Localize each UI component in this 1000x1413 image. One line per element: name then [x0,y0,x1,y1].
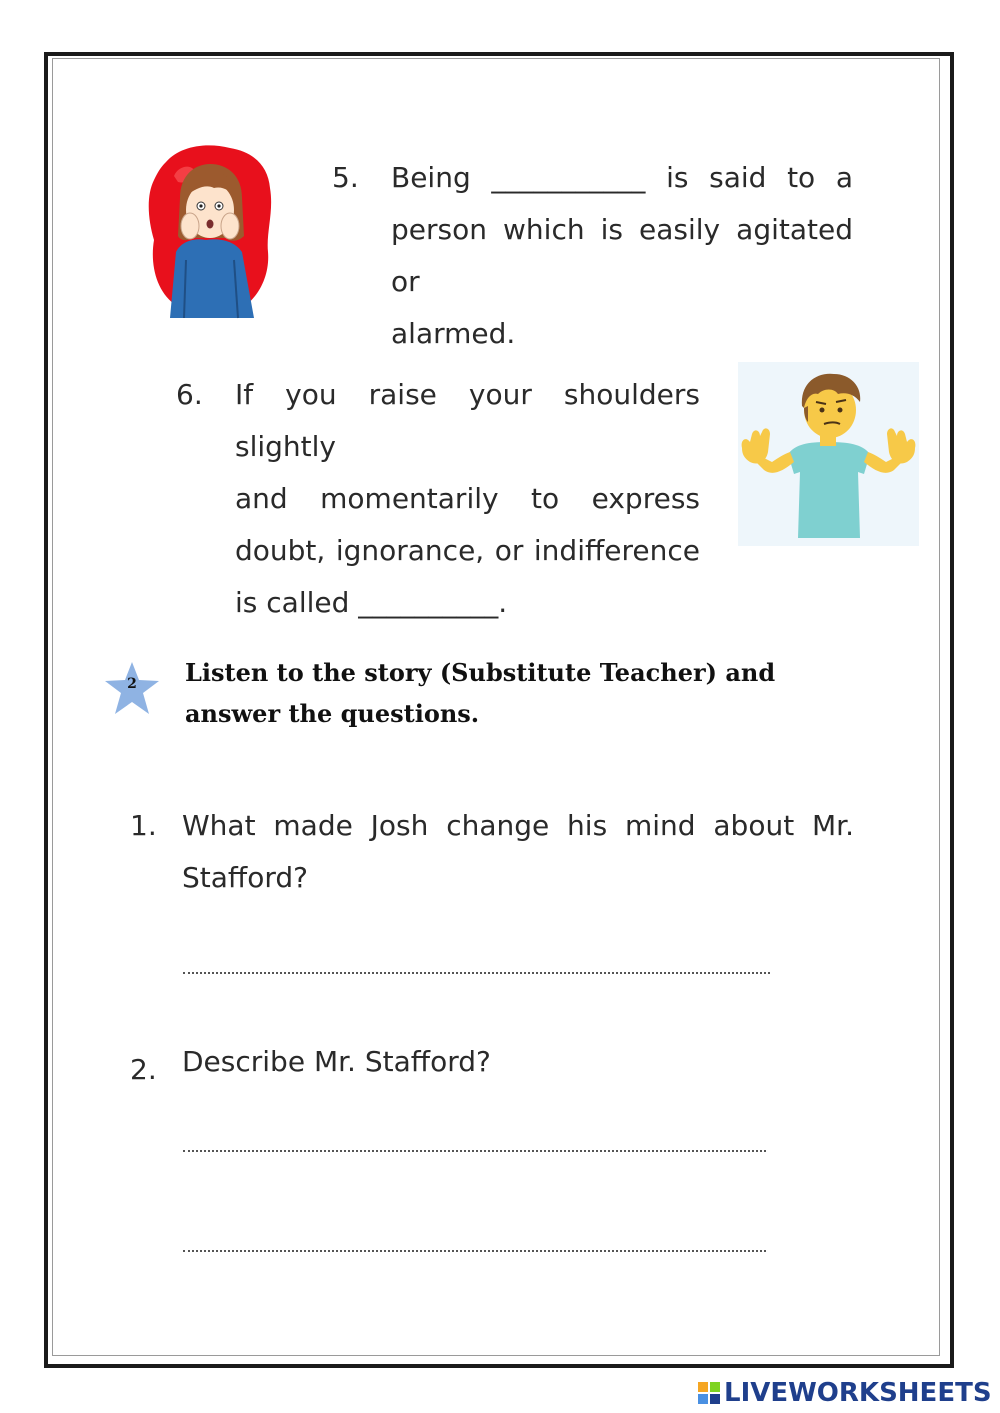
question-6 [176,369,706,619]
question-line: Stafford? [182,861,308,894]
section-number: 2 [127,676,137,692]
comprehension-question-2 [130,1036,860,1096]
question-text [235,369,700,629]
question-text [182,1036,854,1088]
scared-girl-illustration [146,140,272,324]
answer-line[interactable] [183,1250,766,1252]
comprehension-question-1 [130,800,860,910]
question-line: person which is easily agitated or [391,213,853,298]
section-title-line: answer the questions. [185,699,480,728]
question-number: 5. [332,161,359,194]
question-line: alarmed. [391,317,516,350]
question-text [391,152,853,360]
shrugging-man-illustration [738,362,919,546]
logo-text: LIVEWORKSHEETS [724,1378,992,1408]
question-number: 6. [176,378,203,411]
answer-line[interactable] [183,972,770,974]
answer-line[interactable] [183,1150,766,1152]
liveworksheets-logo [698,1376,998,1410]
question-line: doubt, ignorance, or indifference [235,534,700,567]
question-line: and momentarily to express [235,482,700,515]
question-line: What made Josh change his mind about Mr. [182,809,854,842]
question-line: is called __________. [235,586,508,619]
section-title [185,652,875,734]
question-text [182,800,854,904]
question-5 [332,152,853,350]
question-line: If you raise your shoulders slightly [235,378,700,463]
logo-blocks-icon [698,1382,720,1404]
question-number: 1. [130,809,157,842]
question-line: Describe Mr. Stafford? [182,1045,491,1078]
question-number: 2. [130,1053,157,1086]
question-line: Being ___________ is said to a [391,161,853,194]
section-title-line: Listen to the story (Substitute Teacher) and [185,658,776,687]
